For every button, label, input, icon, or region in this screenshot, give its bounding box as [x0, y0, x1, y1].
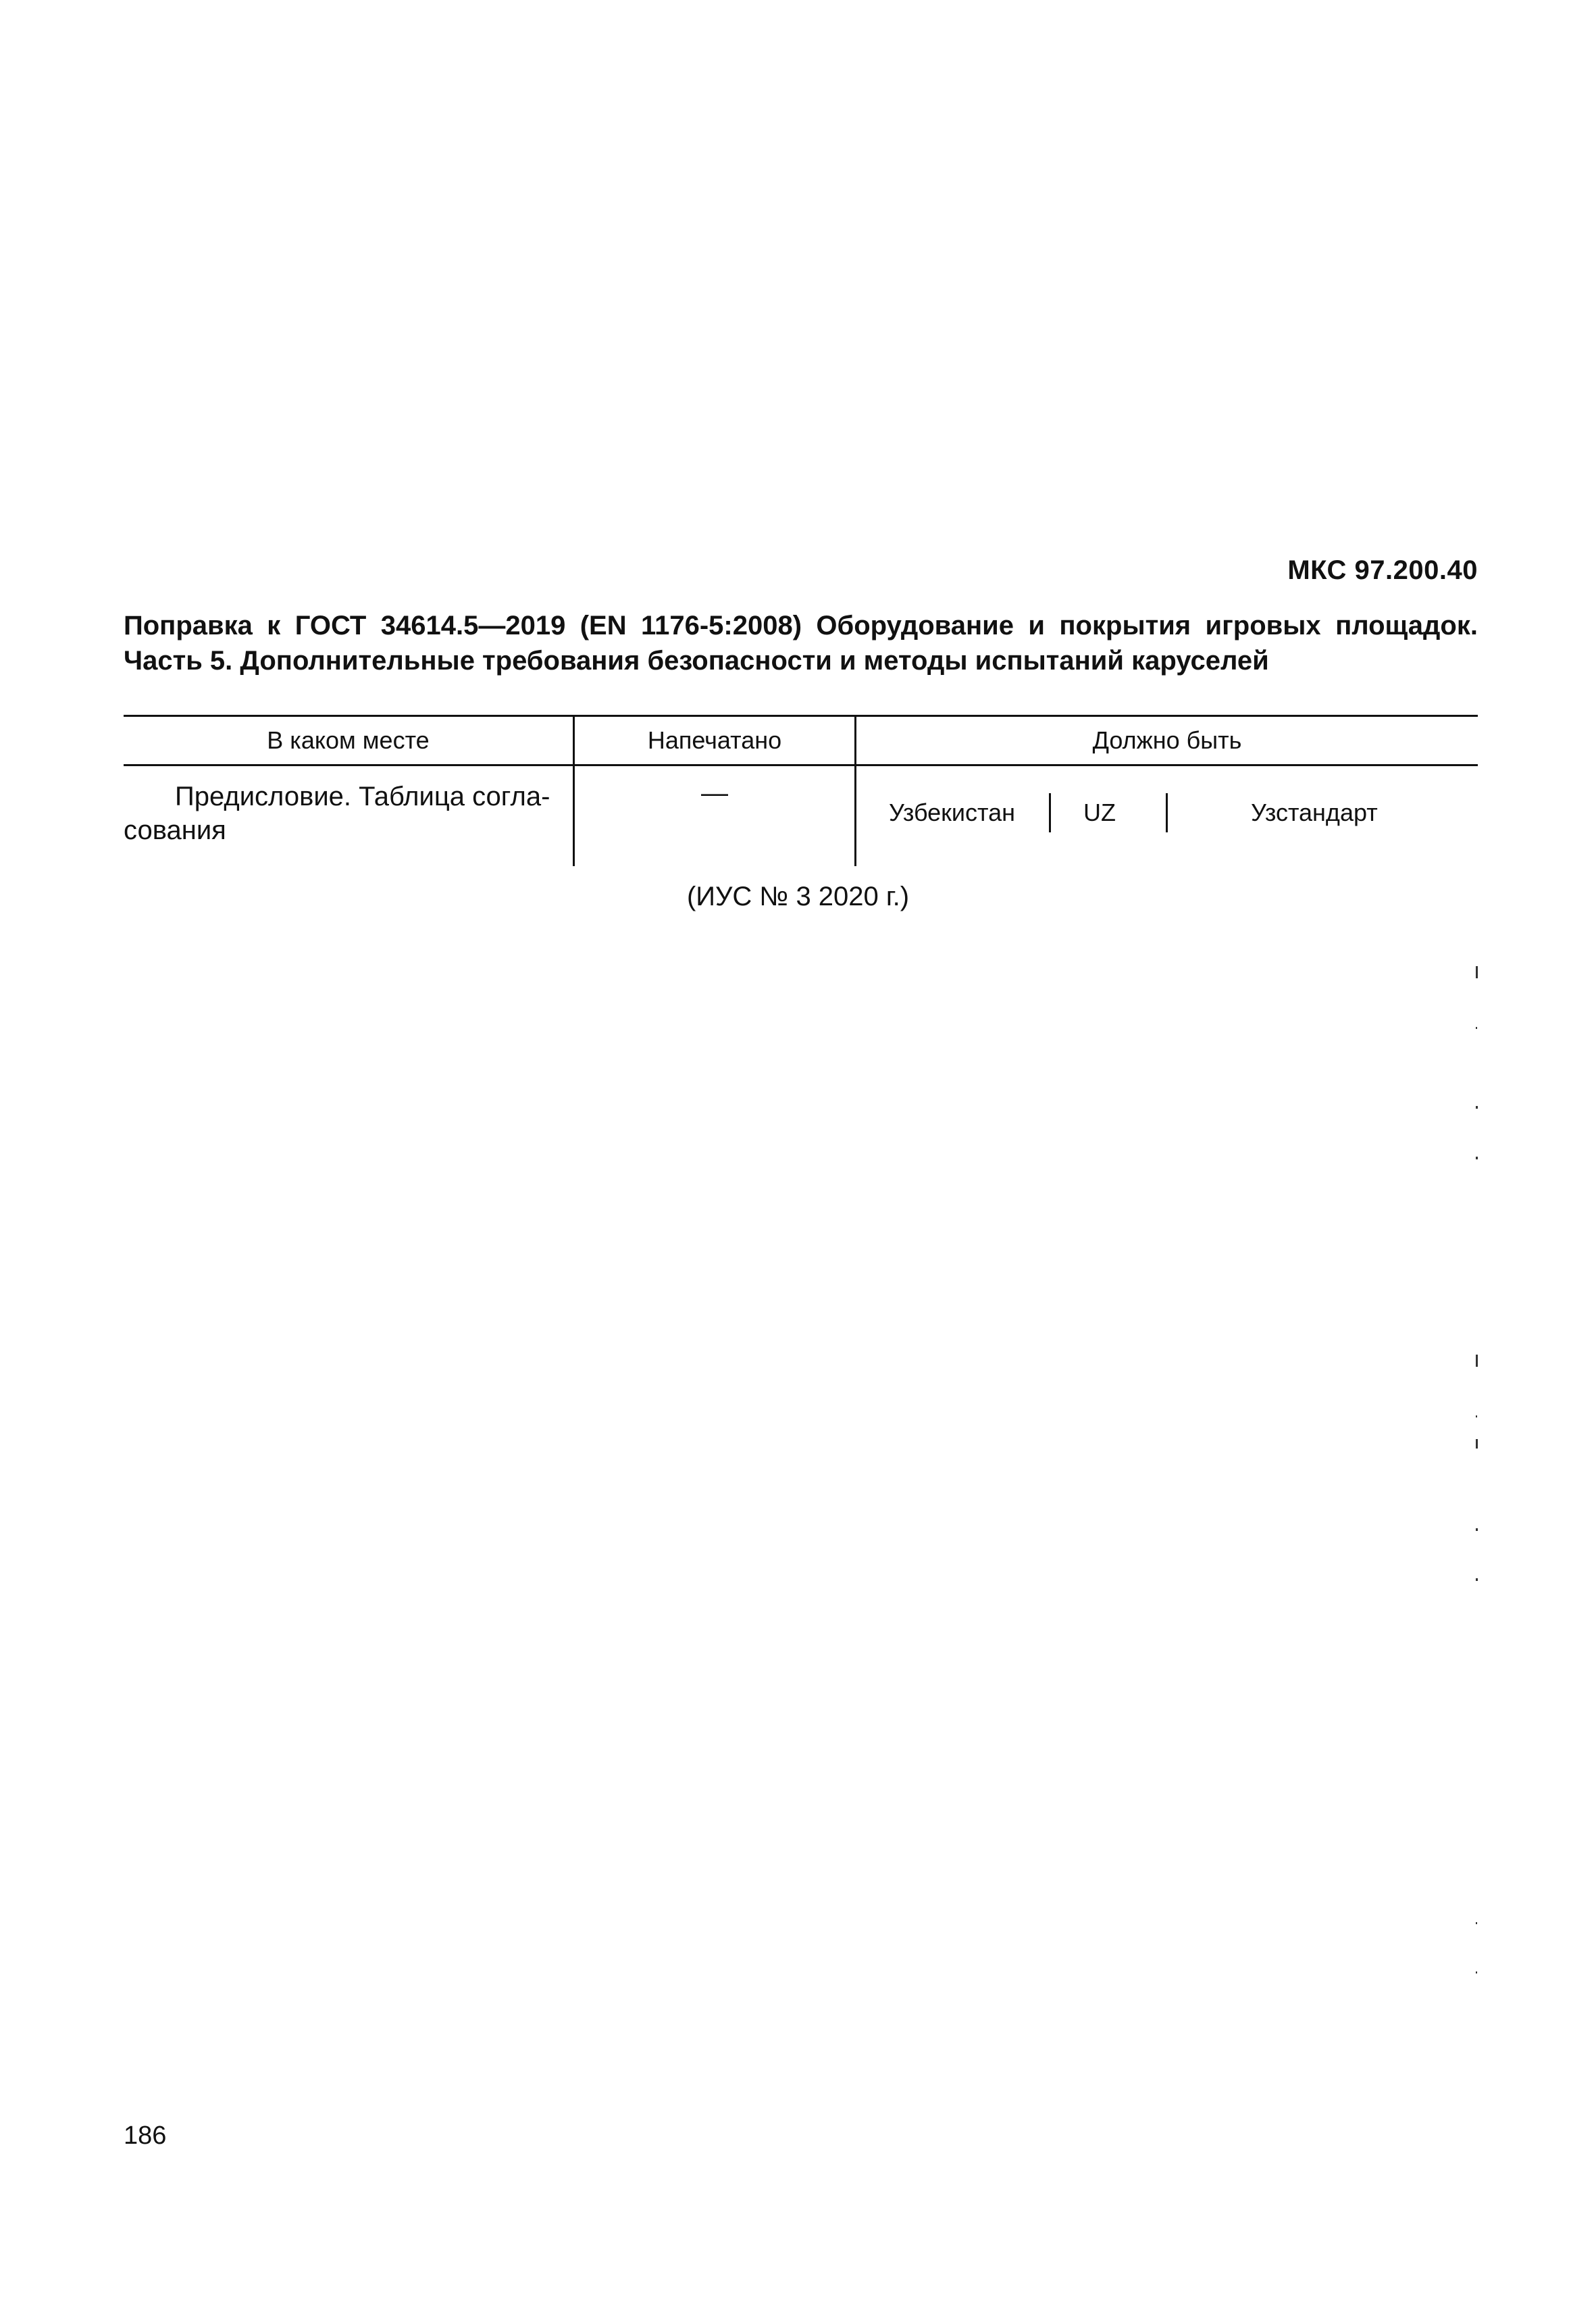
document-title: [124, 608, 1478, 678]
cell-should-be: [856, 765, 1478, 867]
amendment-table: [124, 715, 1478, 866]
page-number: 186: [124, 2121, 167, 2150]
table-header-row: [124, 716, 1478, 765]
mks-code: МКС 97.200.40: [1287, 555, 1478, 585]
should-be-organization: Узстандарт: [1251, 799, 1378, 826]
header-printed: Напечатано: [574, 716, 856, 765]
separator-line: [1049, 793, 1051, 832]
separator-line: [1166, 793, 1168, 832]
cell-place: [124, 765, 574, 867]
scan-artifact: [1476, 1415, 1477, 1417]
scan-artifact: [1476, 1528, 1478, 1531]
title-line-1: Поправка к ГОСТ 34614.5—2019 (EN 1176-5:2008) Оборудование и покрытия игровых площадок.: [124, 611, 1478, 640]
scan-artifact: [1476, 1106, 1478, 1109]
scan-artifact: [1476, 1439, 1478, 1449]
scan-artifact: [1476, 1355, 1478, 1367]
scan-artifact: [1476, 966, 1478, 978]
should-be-code: UZ: [1083, 799, 1116, 826]
scan-artifact: [1476, 1971, 1477, 1973]
scan-artifact: [1476, 1578, 1478, 1581]
header-place: В каком месте: [124, 716, 574, 765]
title-line-2: Часть 5. Дополнительные требования безопасности и методы испытаний каруселей: [124, 646, 1269, 676]
table-row: [124, 765, 1478, 867]
ius-reference: (ИУС № 3 2020 г.): [686, 882, 910, 911]
cell-printed: —: [574, 765, 856, 867]
scan-artifact: [1476, 1157, 1478, 1159]
place-text-line-1: Предисловие. Таблица согла-: [175, 782, 550, 811]
should-be-country: Узбекистан: [889, 799, 1016, 826]
scan-artifact: [1476, 1922, 1477, 1924]
header-should-be: Должно быть: [856, 716, 1478, 765]
place-text-line-2: сования: [124, 815, 226, 845]
scan-artifact: [1476, 1027, 1477, 1029]
